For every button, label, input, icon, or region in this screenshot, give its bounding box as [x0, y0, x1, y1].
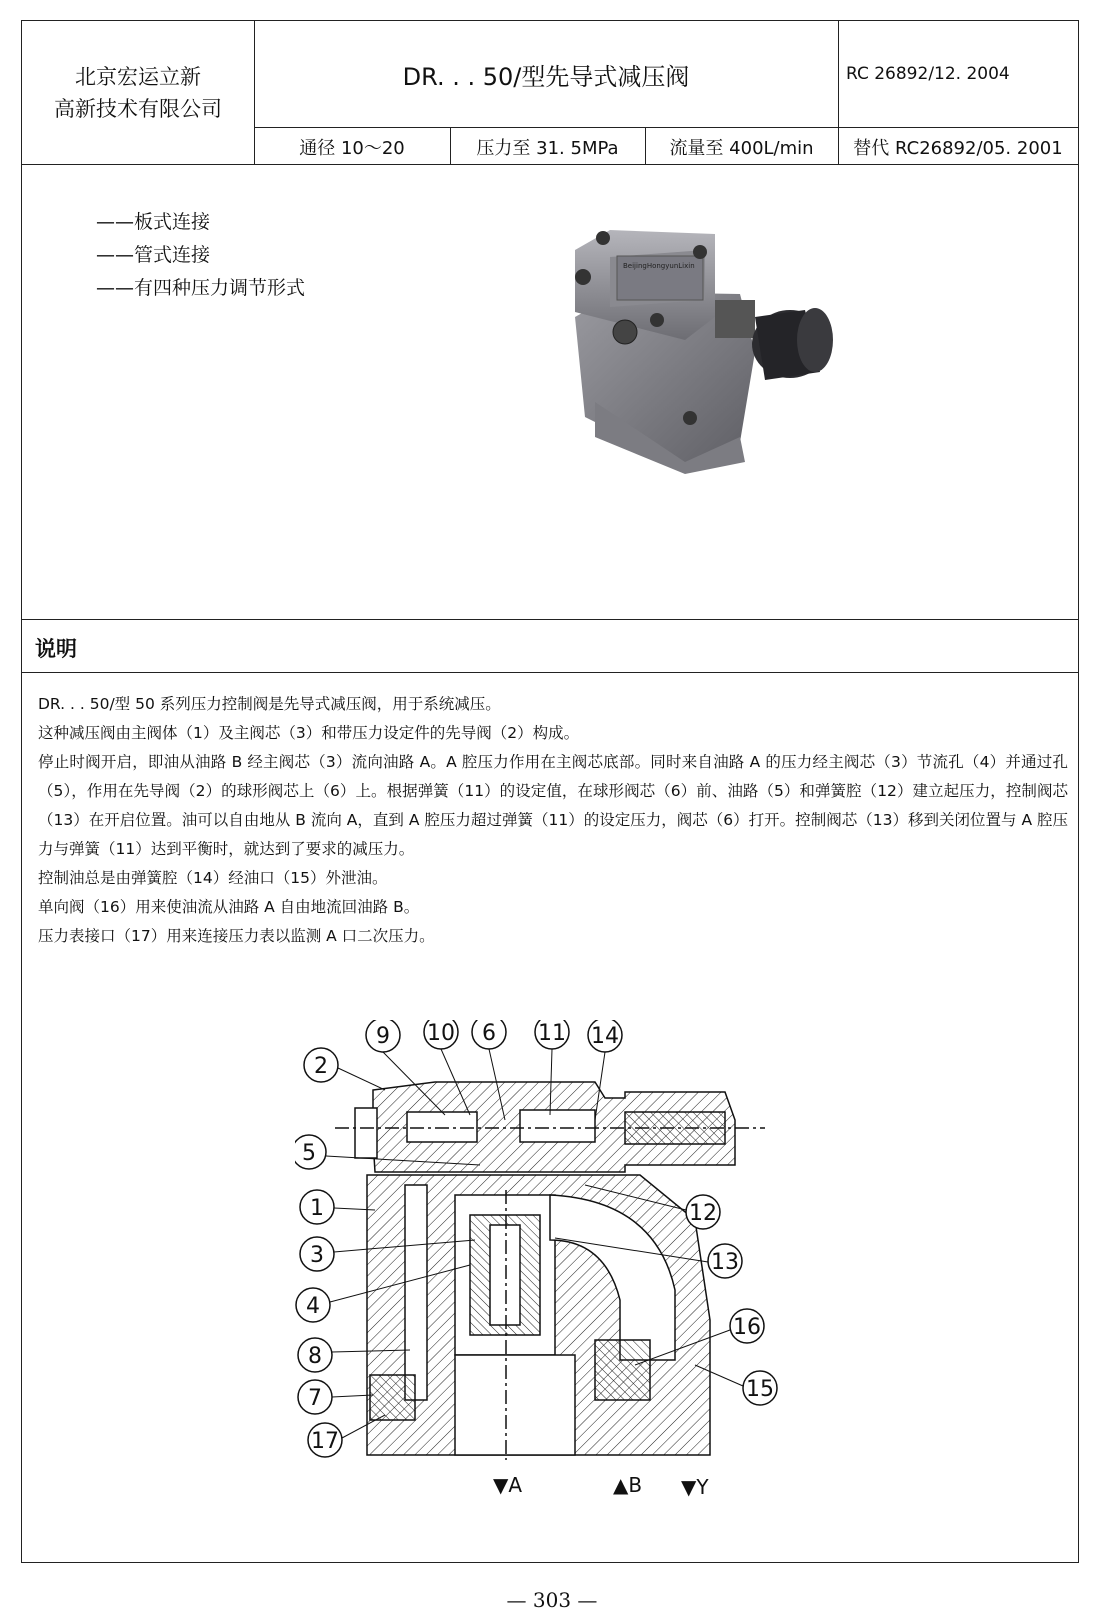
section-title: 说明	[35, 637, 77, 661]
svg-text:3: 3	[310, 1243, 324, 1268]
port-y-label: ▼Y	[681, 1475, 709, 1499]
description-text	[38, 690, 1068, 951]
callout-16	[730, 1309, 764, 1343]
description-paragraph: 控制油总是由弹簧腔（14）经油口（15）外泄油。	[38, 869, 388, 887]
description-paragraph: 停止时阀开启，即油从油路 B 经主阀芯（3）流向油路 A。A 腔压力作用在主阀芯底部。同时来自油路 A 的压力经主阀芯（3）节流孔（4）并通过孔（5），作用在先导阀（2）的球形阀芯上（6）上。根据弹簧（11）的设定值，在球形阀芯（6）前、油路（5）和弹簧腔（12）建立起压力，控制阀芯（13）在开启位置。油可以自由地从 B 流向 A，直到 A 腔压力超过弹簧（11）的设定压力，阀芯（6）打开。控制阀芯（13）移到关闭位置与 A 腔压力与弹簧（11）达到平衡时，就达到了要求的减压力。	[38, 753, 1068, 858]
callout-14	[588, 1020, 622, 1052]
spec-flow: 流量至 400L/min	[669, 138, 814, 159]
feature-item: ——板式连接	[96, 211, 211, 233]
callout-13	[708, 1244, 742, 1278]
valve-product-photo	[565, 222, 855, 474]
svg-text:4: 4	[306, 1294, 320, 1319]
svg-text:7: 7	[308, 1386, 322, 1411]
callout-7	[298, 1380, 332, 1414]
callout-10	[424, 1020, 458, 1049]
svg-text:16: 16	[733, 1315, 761, 1340]
description-paragraph: 这种减压阀由主阀体（1）及主阀芯（3）和带压力设定件的先导阀（2）构成。	[38, 724, 580, 742]
nameplate-text: BeijingHongyunLixin	[623, 262, 695, 270]
callout-1	[300, 1190, 334, 1224]
description-paragraph: DR. . . 50/型 50 系列压力控制阀是先导式减压阀，用于系统减压。	[38, 695, 501, 713]
check-valve	[595, 1340, 650, 1400]
callout-9	[366, 1020, 400, 1052]
svg-text:6: 6	[482, 1021, 496, 1046]
page-number: — 303 —	[506, 1588, 598, 1612]
callout-8	[298, 1338, 332, 1372]
spec-diameter: 通径 10～20	[299, 138, 405, 159]
callout-6	[472, 1020, 506, 1049]
callout-17	[308, 1423, 342, 1457]
company-name	[22, 21, 254, 164]
callout-4	[296, 1288, 330, 1322]
feature-item: ——有四种压力调节形式	[96, 277, 306, 299]
port-b-label: ▲B	[613, 1473, 643, 1497]
callout-2	[304, 1048, 338, 1082]
svg-text:2: 2	[314, 1054, 328, 1079]
port-a-label: ▼A	[493, 1473, 523, 1497]
document-number: RC 26892/12. 2004	[846, 64, 1010, 84]
svg-text:10: 10	[427, 1021, 455, 1046]
spec-replaces: 替代 RC26892/05. 2001	[853, 138, 1063, 159]
svg-text:13: 13	[711, 1250, 739, 1275]
feature-item: ——管式连接	[96, 244, 211, 266]
svg-text:11: 11	[538, 1021, 566, 1046]
valve-cross-section-diagram	[295, 1020, 815, 1518]
svg-text:5: 5	[302, 1141, 316, 1166]
company-line1: 北京宏运立新	[75, 64, 201, 89]
callout-3	[300, 1237, 334, 1271]
svg-text:12: 12	[689, 1201, 717, 1226]
svg-text:1: 1	[310, 1196, 324, 1221]
svg-text:15: 15	[746, 1377, 774, 1402]
svg-text:9: 9	[376, 1024, 390, 1049]
document-title: DR. . . 50/型先导式减压阀	[402, 62, 690, 91]
svg-text:17: 17	[311, 1429, 339, 1454]
company-line2: 高新技术有限公司	[54, 96, 222, 121]
callout-15	[743, 1371, 777, 1405]
svg-text:8: 8	[308, 1344, 322, 1369]
callout-5	[295, 1135, 326, 1169]
description-paragraph: 单向阀（16）用来使油流从油路 A 自由地流回油路 B。	[38, 898, 420, 916]
spec-pressure: 压力至 31. 5MPa	[476, 138, 619, 159]
section-bottom-rule	[21, 672, 1079, 673]
section-top-rule	[21, 619, 1079, 620]
description-paragraph: 压力表接口（17）用来连接压力表以监测 A 口二次压力。	[38, 927, 435, 945]
adjust-nut	[715, 300, 755, 338]
callout-12	[686, 1195, 720, 1229]
feature-list	[96, 206, 305, 305]
svg-text:14: 14	[591, 1024, 619, 1049]
callout-11	[535, 1020, 569, 1049]
